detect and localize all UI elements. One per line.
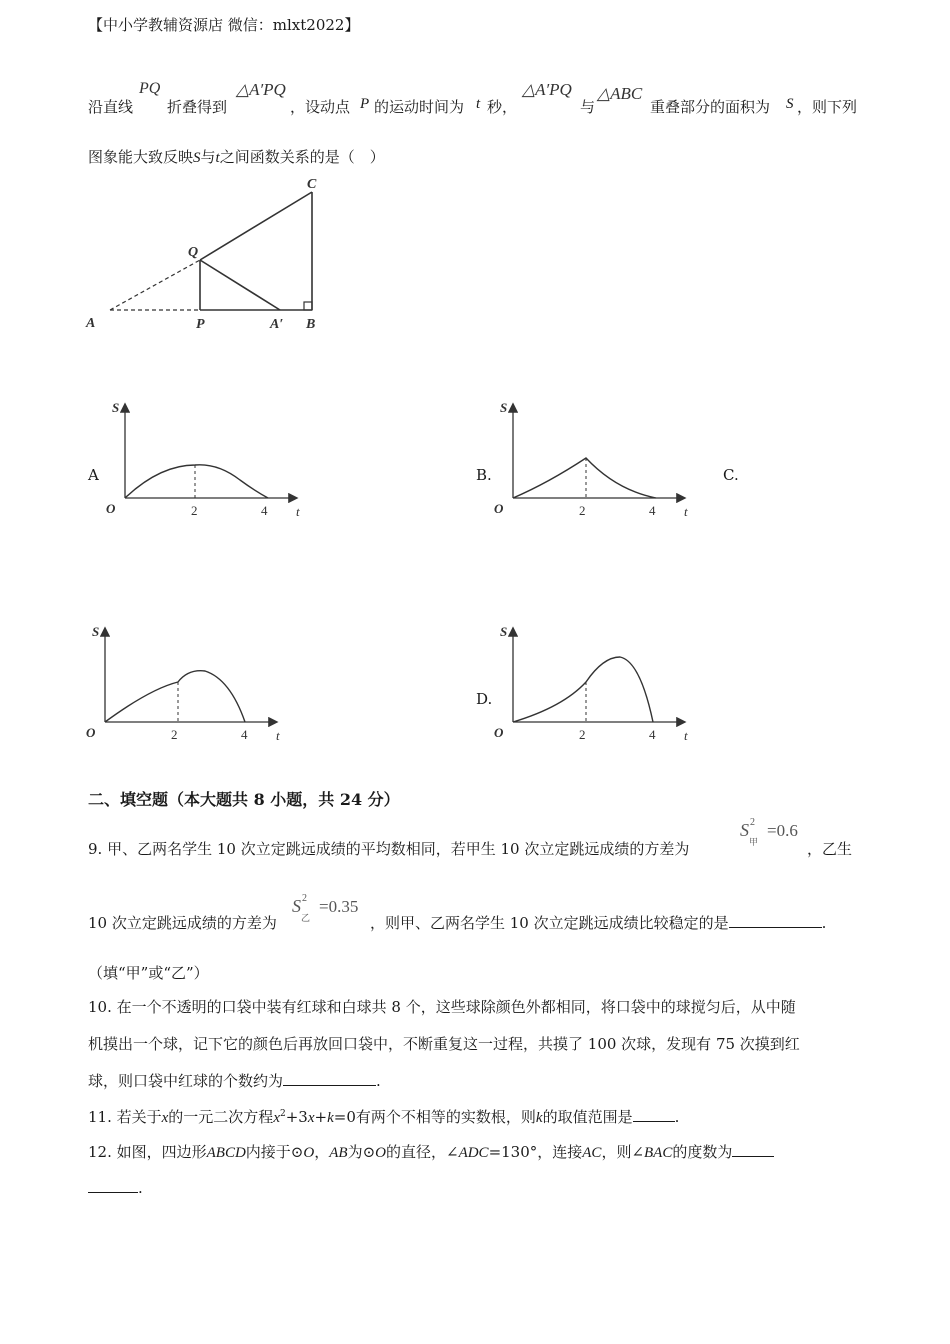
q8-var-s: S xyxy=(786,96,794,112)
q12-answer-blank-part1[interactable] xyxy=(732,1142,774,1157)
q9-line3: （填“甲”或“乙”） xyxy=(88,964,209,982)
tick-2: 2 xyxy=(579,503,586,518)
q8-line2-text-1: 图象能大致反映 xyxy=(88,148,194,166)
s-label: S xyxy=(112,400,120,415)
s-label: S xyxy=(500,400,508,415)
q9-line2b: ，则甲、乙两名学生 10 次立定跳远成绩比较稳定的是 . xyxy=(370,914,827,932)
side-qa-prime xyxy=(200,260,280,310)
q8-text-6: 与 xyxy=(580,98,596,116)
graph-c[interactable] xyxy=(80,619,290,749)
section-heading: 二、填空题（本大题共 8 小题，共 24 分） xyxy=(88,790,400,809)
fold-dashed-aq xyxy=(110,260,200,310)
header-watermark: 【中小学教辅资源店 微信：mlxt2022】 xyxy=(88,16,360,34)
q9-line1: 9. 甲、乙两名学生 10 次立定跳远成绩的平均数相同，若甲生 10 次立定跳远成绩的方差为 xyxy=(88,840,690,858)
curve xyxy=(125,465,268,498)
q9-variance-jia: S 2 甲 =0.6 xyxy=(740,817,798,847)
label-q: Q xyxy=(188,245,199,260)
q8-var-t: t xyxy=(476,96,481,112)
q8-text-7: 重叠部分的面积为 xyxy=(650,98,771,116)
q8-text-2: 折叠得到 xyxy=(167,98,228,116)
tick-4: 4 xyxy=(649,503,656,518)
right-angle-mark xyxy=(304,302,312,310)
q12-line2: . xyxy=(88,1178,143,1197)
q9-variance-yi: S 2 乙 =0.35 xyxy=(292,893,359,923)
graph-a[interactable] xyxy=(100,395,310,525)
label-c: C xyxy=(307,177,317,192)
s-label: S xyxy=(92,624,100,639)
q12-answer-blank-part2[interactable] xyxy=(88,1178,138,1193)
t-label: t xyxy=(684,504,688,519)
q8-text-8: ，则下列 xyxy=(797,98,858,116)
side-qc xyxy=(200,192,312,260)
q8-math-tri2: △A′PQ xyxy=(522,80,572,99)
t-label: t xyxy=(276,728,280,743)
q10-answer-blank[interactable] xyxy=(283,1071,376,1086)
curve xyxy=(513,657,653,722)
q8-math-pq: PQ xyxy=(139,80,161,97)
graph-d[interactable] xyxy=(488,619,698,749)
q8-line2-text-3: 之间函数关系的是（ ） xyxy=(219,148,385,166)
tick-2: 2 xyxy=(171,727,178,742)
graph-b[interactable] xyxy=(488,395,698,525)
q12-line1: 12. 如图，四边形ABCD内接于⊙O，AB为⊙O的直径，∠ADC=130°，连接AC，则∠BAC的度数为 xyxy=(88,1141,774,1162)
q8-text-3: ，设动点 xyxy=(290,98,351,116)
o-label: O xyxy=(106,501,116,516)
tick-4: 4 xyxy=(241,727,248,742)
curve xyxy=(513,458,656,498)
label-a-prime: A′ xyxy=(270,317,284,332)
tick-4: 4 xyxy=(649,727,656,742)
label-b: B xyxy=(306,317,316,332)
q10-line3: 球，则口袋中红球的个数约为 . xyxy=(88,1072,381,1090)
tick-4: 4 xyxy=(261,503,268,518)
q11-answer-blank[interactable] xyxy=(633,1107,675,1122)
t-label: t xyxy=(296,504,300,519)
t-label: t xyxy=(684,728,688,743)
o-label: O xyxy=(494,501,504,516)
q8-math-tri1: △A′PQ xyxy=(236,80,286,99)
q9-line2a: 10 次立定跳远成绩的方差为 xyxy=(88,914,277,932)
q11-line: 11. 若关于x的一元二次方程$x^2+3x+k=0$有两个不相等的实数根，则k的取值范围是 . xyxy=(88,1108,680,1126)
q9-line1-end: ，乙生 xyxy=(807,840,853,858)
label-a: A xyxy=(86,316,96,331)
o-label: O xyxy=(494,725,504,740)
q8-line2-text-2: 与 xyxy=(200,148,216,166)
q8-line2-var-s: S xyxy=(193,150,201,166)
q10-line2: 机摸出一个球，记下它的颜色后再放回口袋中，不断重复这一过程，共摸了 100 次球，发现有 75 次摸到红 xyxy=(88,1035,800,1053)
o-label: O xyxy=(86,725,96,740)
triangle-figure xyxy=(80,170,340,340)
q8-line2-var-t: t xyxy=(215,150,220,166)
q10-line1: 10. 在一个不透明的口袋中装有红球和白球共 8 个，这些球除颜色外都相同，将口袋中的球搅匀后，从中随 xyxy=(88,998,796,1016)
q9-answer-blank[interactable] xyxy=(729,913,822,928)
option-d-label[interactable]: D. xyxy=(476,690,493,708)
q8-text-5: 秒， xyxy=(487,98,518,116)
tick-2: 2 xyxy=(579,727,586,742)
q8-text-1: 沿直线 xyxy=(88,98,134,116)
q8-var-p: P xyxy=(360,96,370,112)
option-a-label[interactable]: A xyxy=(88,466,99,484)
q8-text-4: 的运动时间为 xyxy=(374,98,465,116)
option-b-label[interactable]: B. xyxy=(476,466,492,484)
curve xyxy=(105,671,245,722)
s-label: S xyxy=(500,624,508,639)
option-c-label[interactable]: C. xyxy=(723,466,739,484)
q8-math-tri3: △ABC xyxy=(597,84,643,103)
tick-2: 2 xyxy=(191,503,198,518)
label-p: P xyxy=(196,317,205,332)
